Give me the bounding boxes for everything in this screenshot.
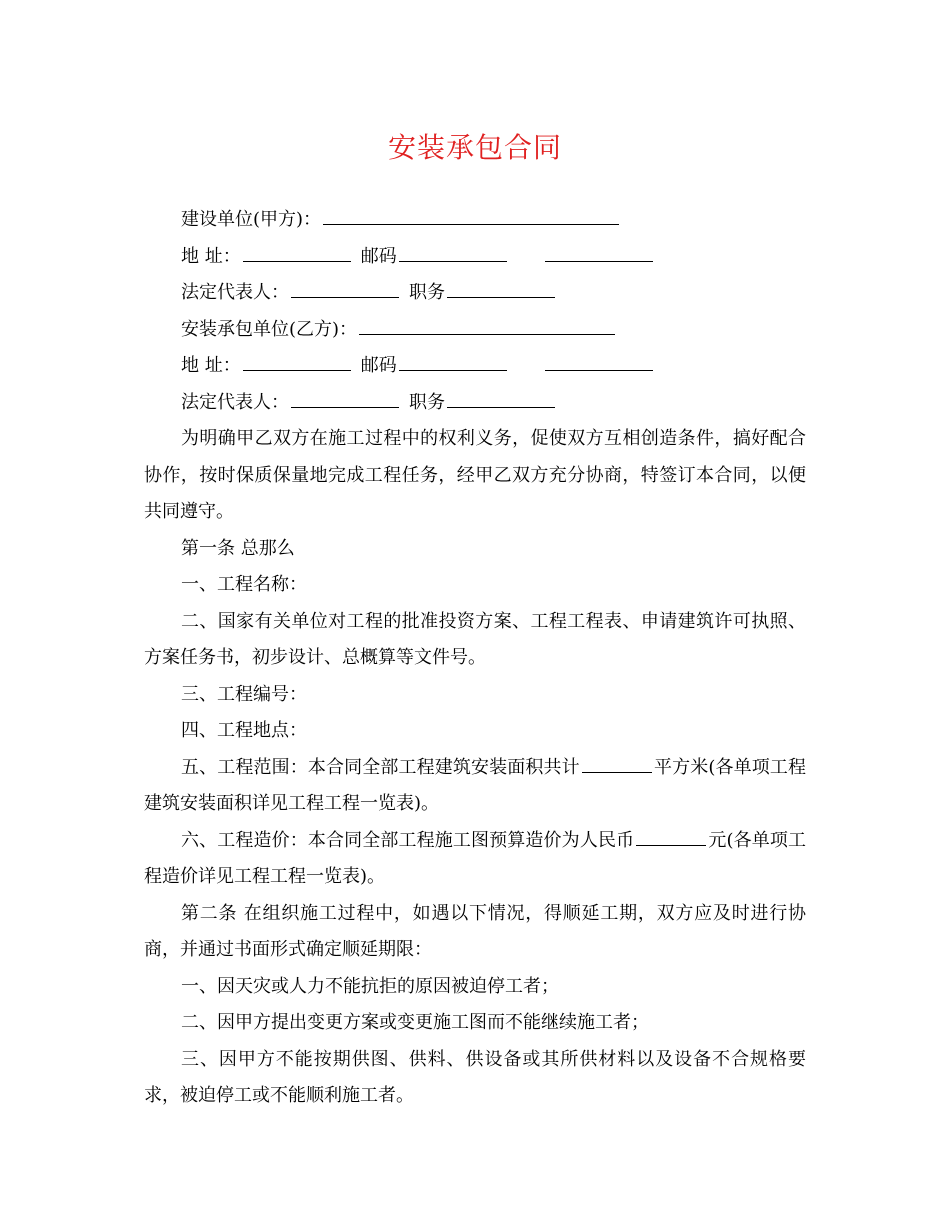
paragraph-article-2: 第二条 在组织施工过程中，如遇以下情况，得顺延工期，双方应及时进行协商，并通过书面形式确定顺延期限： [144, 902, 806, 960]
legal-rep-a-blank [291, 281, 399, 298]
document-body [144, 202, 806, 1115]
legal-rep-b-line [144, 385, 806, 422]
cost-amount-blank [636, 829, 706, 846]
paragraph-approval-docs: 二、国家有关单位对工程的批准投资方案、工程工程表、申请建筑许可执照、方案任务书，初步设计、总概算等文件号。 [144, 610, 806, 668]
client-unit-line [144, 202, 806, 239]
postcode-b-label: 邮码 [360, 355, 397, 376]
contractor-unit-line [144, 312, 806, 349]
legal-rep-a-line [144, 275, 806, 312]
cost-text-after: 元(各单项工程造价详见工程工程一览表)。 [144, 829, 806, 887]
scope-text-after: 平方米(各单项工程建筑安装面积详见工程工程一览表)。 [144, 756, 807, 814]
extra-a-blank [545, 245, 653, 262]
paragraph-project-number: 三、工程编号： [181, 683, 307, 705]
extra-b-blank [545, 354, 653, 371]
position-b-label: 职务 [409, 391, 445, 413]
position-b-blank [447, 391, 555, 408]
address-a-blank [243, 245, 351, 262]
postcode-a-label: 邮码 [360, 245, 397, 267]
address-b-line [144, 348, 806, 385]
client-unit-label: 建设单位(甲方)： [181, 209, 322, 230]
contractor-unit-label: 安装承包单位(乙方)： [181, 318, 358, 340]
document-title: 安装承包合同 [387, 131, 562, 164]
address-b-label: 地 址： [181, 355, 241, 376]
paragraph-project-location: 四、工程地点： [181, 720, 307, 741]
paragraph-project-cost [144, 823, 806, 896]
paragraph-design-change: 二、因甲方提出变更方案或变更施工图而不能继续施工者； [181, 1012, 649, 1033]
paragraph-project-scope [144, 750, 806, 823]
postcode-a-blank [399, 245, 507, 262]
position-a-blank [447, 281, 555, 298]
scope-area-blank [582, 756, 652, 773]
paragraph-intro: 为明确甲乙双方在施工过程中的权利义务，促使双方互相创造条件，搞好配合协作，按时保质保量地完成工程任务，经甲乙双方充分协商，特签订本合同，以便共同遵守。 [144, 428, 806, 522]
contractor-unit-blank [359, 318, 615, 335]
paragraph-article-1: 第一条 总那么 [181, 537, 295, 559]
legal-rep-a-label: 法定代表人： [181, 282, 289, 303]
address-a-label: 地 址： [181, 245, 241, 267]
legal-rep-b-label: 法定代表人： [181, 391, 289, 413]
postcode-b-blank [399, 354, 507, 371]
cost-text-before: 六、工程造价：本合同全部工程施工图预算造价为人民币 [181, 829, 635, 851]
paragraph-force-majeure: 一、因天灾或人力不能抗拒的原因被迫停工者； [181, 975, 559, 997]
scope-text-before: 五、工程范围：本合同全部工程建筑安装面积共计 [181, 756, 580, 778]
paragraph-project-name: 一、工程名称： [181, 574, 307, 595]
paragraph-supply-delay: 三、因甲方不能按期供图、供料、供设备或其所供材料以及设备不合规格要求，被迫停工或不能顺利施工者。 [144, 1048, 806, 1106]
address-a-line [144, 239, 806, 276]
client-unit-blank [323, 208, 619, 225]
legal-rep-b-blank [291, 391, 399, 408]
position-a-label: 职务 [409, 282, 445, 303]
address-b-blank [243, 354, 351, 371]
